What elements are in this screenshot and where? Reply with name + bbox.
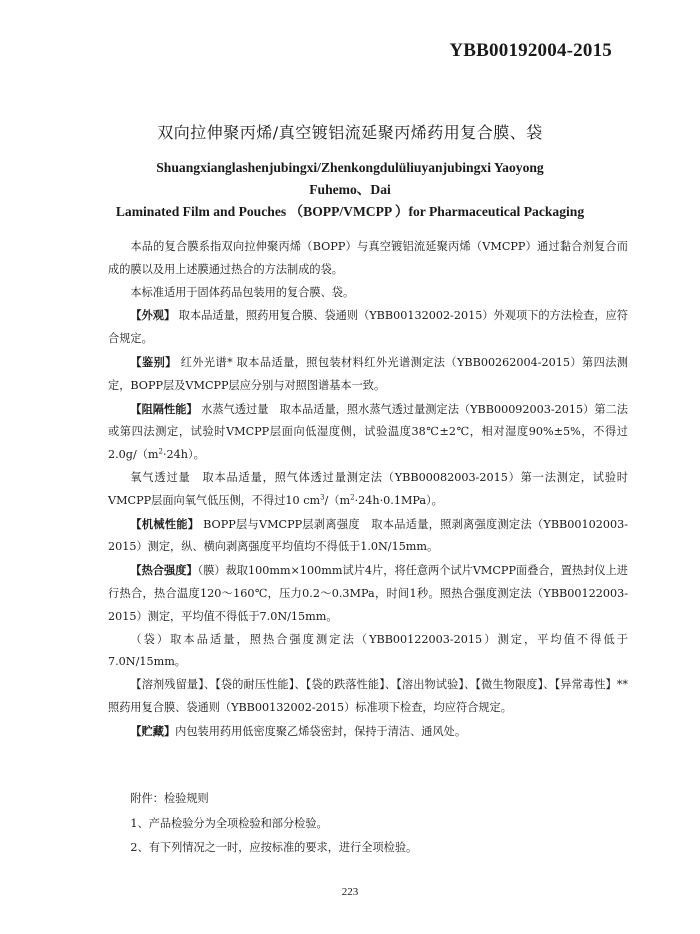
identification-text: 红外光谱* 取本品适量，照包装材料红外光谱测定法（YBB00262004-2015）第四法测定，BOPP层及VMCPP层应分别与对照图谱基本一致。	[108, 355, 628, 392]
appearance-text: 取本品适量，照药用复合膜、袋通则（YBB00132002-2015）外观项下的方法检查，应符合规定。	[108, 309, 628, 346]
title-pinyin-line-2: Fuhemo、Dai	[309, 182, 391, 197]
identification-paragraph	[108, 351, 628, 398]
title-chinese: 双向拉伸聚丙烯/真空镀铝流延聚丙烯药用复合膜、袋	[157, 123, 543, 142]
storage-heading: 【贮藏】	[130, 723, 176, 738]
mechanical-text: BOPP层与VMCPP层剥离强度 取本品适量，照剥离强度测定法（YBB00102003-2015）测定，纵、横向剥离强度平均值均不得低于1.0N/15mm。	[108, 517, 628, 554]
storage-text: 内包装用药用低密度聚乙烯袋密封，保持于清洁、通风处。	[175, 724, 467, 738]
intro-paragraph: 本品的复合膜系指双向拉伸聚丙烯（BOPP）与真空镀铝流延聚丙烯（VMCPP）通过黏合剂复合而成的膜以及用上述膜通过热合的方法制成的袋。	[108, 240, 628, 276]
title-block	[0, 120, 700, 223]
appendix-item-1: 1、产品检验分为全项检验和部分检验。	[130, 816, 328, 830]
oxygen-superscript-1: 3	[320, 493, 325, 502]
heatseal-text: （膜）裁取100mm×100mm试片4片，将任意两个试片VMCPP面叠合，置热封仪上进行热合，热合温度120～160℃，压力0.2～0.3MPa，时间1秒。照热合强度测定法（YBB00122003-2015）测定，平均值不得低于7.0N/15mm。	[108, 564, 628, 623]
title-pinyin-line-1: Shuangxianglashenjubingxi/Zhenkongdulüliuyanjubingxi Yaoyong	[156, 160, 544, 175]
appearance-heading: 【外观】	[130, 308, 176, 323]
appendix-item-2: 2、有下列情况之一时，应按标准的要求，进行全项检验。	[130, 841, 418, 854]
title-english: Laminated Film and Pouches （BOPP/VMCPP ）for Pharmaceutical Packaging	[115, 204, 585, 219]
identification-heading: 【鉴别】	[130, 354, 177, 369]
appearance-paragraph	[108, 304, 628, 351]
scope-paragraph: 本标准适用于固体药品包装用的复合膜、袋。	[130, 285, 355, 299]
document-body	[108, 236, 628, 744]
oxygen-text-mid: /（m	[324, 493, 351, 507]
mechanical-paragraph	[108, 513, 628, 560]
oxygen-text: 氧气透过量 取本品适量，照气体透过量测定法（YBB00082003-2015）第一法测定，试验时VMCPP层面向氧气低压侧，不得过10 cm	[108, 470, 628, 507]
oxygen-paragraph	[108, 467, 628, 513]
heatseal-paragraph	[108, 559, 628, 628]
misc-tests-paragraph: 【溶剂残留量】、【袋的耐压性能】、【袋的跌落性能】、【溶出物试验】、【微生物限度】、【异常毒性】** 照药用复合膜、袋通则（YBB00132002-2015）标准项下检查，均应符合规定。	[108, 678, 628, 714]
barrier-paragraph	[108, 398, 628, 467]
storage-paragraph	[108, 720, 628, 744]
barrier-superscript: 2	[158, 447, 163, 456]
oxygen-superscript-2: 2	[350, 493, 355, 502]
appendix-title: 附件：检验规则	[130, 792, 209, 805]
appendix-block	[108, 787, 628, 861]
standard-code: YBB00192004-2015	[449, 40, 612, 61]
oxygen-text-end: ·24h·0.1MPa）。	[354, 493, 443, 507]
barrier-text: 水蒸气透过量 取本品适量，照水蒸气透过量测定法（YBB00092003-2015）第二法或第四法测定，试验时VMCPP层面向低湿度侧，试验温度38℃±2℃，相对湿度90%±5%，不得过2.0g/（m	[108, 402, 628, 462]
page-number: 223	[341, 886, 359, 898]
barrier-heading: 【阻隔性能】	[130, 401, 198, 416]
barrier-text-end: ·24h）。	[163, 448, 205, 462]
mechanical-heading: 【机械性能】	[130, 516, 200, 531]
heatseal-heading: 【热合强度】	[130, 563, 198, 578]
pouch-paragraph: （袋）取本品适量，照热合强度测定法（YBB00122003-2015）测定，平均值不得低于7.0N/15mm。	[108, 632, 628, 669]
